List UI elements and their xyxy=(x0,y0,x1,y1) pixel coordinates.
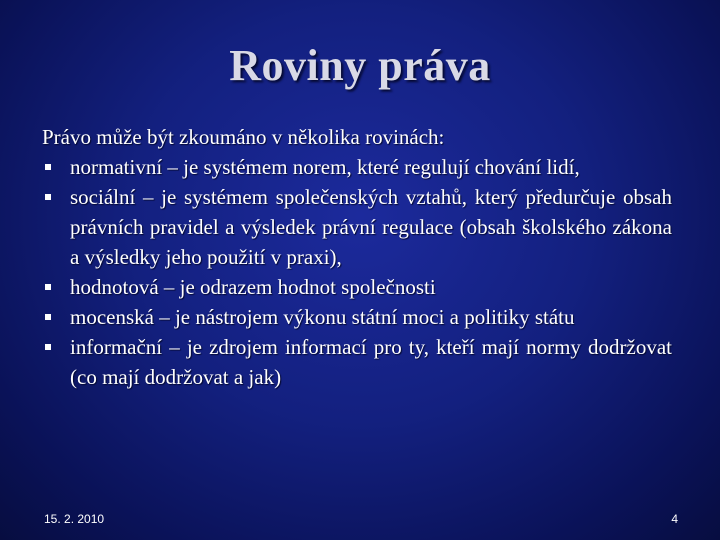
bullet-text: informační – je zdrojem informací pro ty, kteří mají normy dodržovat (co mají dodržovat a jak) xyxy=(70,335,672,389)
bullet-text: sociální – je systémem společenských vztahů, který předurčuje obsah právních pravidel a výsledek právní regulace (obsah školského zákona a výsledky jeho použití v praxi), xyxy=(70,185,672,269)
square-bullet-icon xyxy=(45,314,51,320)
footer-date: 15. 2. 2010 xyxy=(44,512,105,526)
page-number: 4 xyxy=(671,512,678,526)
bullet-text: normativní – je systémem norem, které regulují chování lidí, xyxy=(70,155,580,179)
bullet-item xyxy=(42,182,672,272)
bullet-item xyxy=(42,272,672,302)
square-bullet-icon xyxy=(45,164,51,170)
intro-text: Právo může být zkoumáno v několika rovinách: xyxy=(42,125,445,149)
bullet-item xyxy=(42,152,672,182)
bullet-item xyxy=(42,302,672,332)
square-bullet-icon xyxy=(45,284,51,290)
slide-body xyxy=(42,122,672,392)
bullet-text: hodnotová – je odrazem hodnot společnosti xyxy=(70,275,436,299)
bullet-list xyxy=(42,152,672,392)
square-bullet-icon xyxy=(45,344,51,350)
slide-title: Roviny práva xyxy=(229,41,491,90)
square-bullet-icon xyxy=(45,194,51,200)
bullet-text: mocenská – je nástrojem výkonu státní moci a politiky státu xyxy=(70,305,575,329)
bullet-item xyxy=(42,332,672,392)
